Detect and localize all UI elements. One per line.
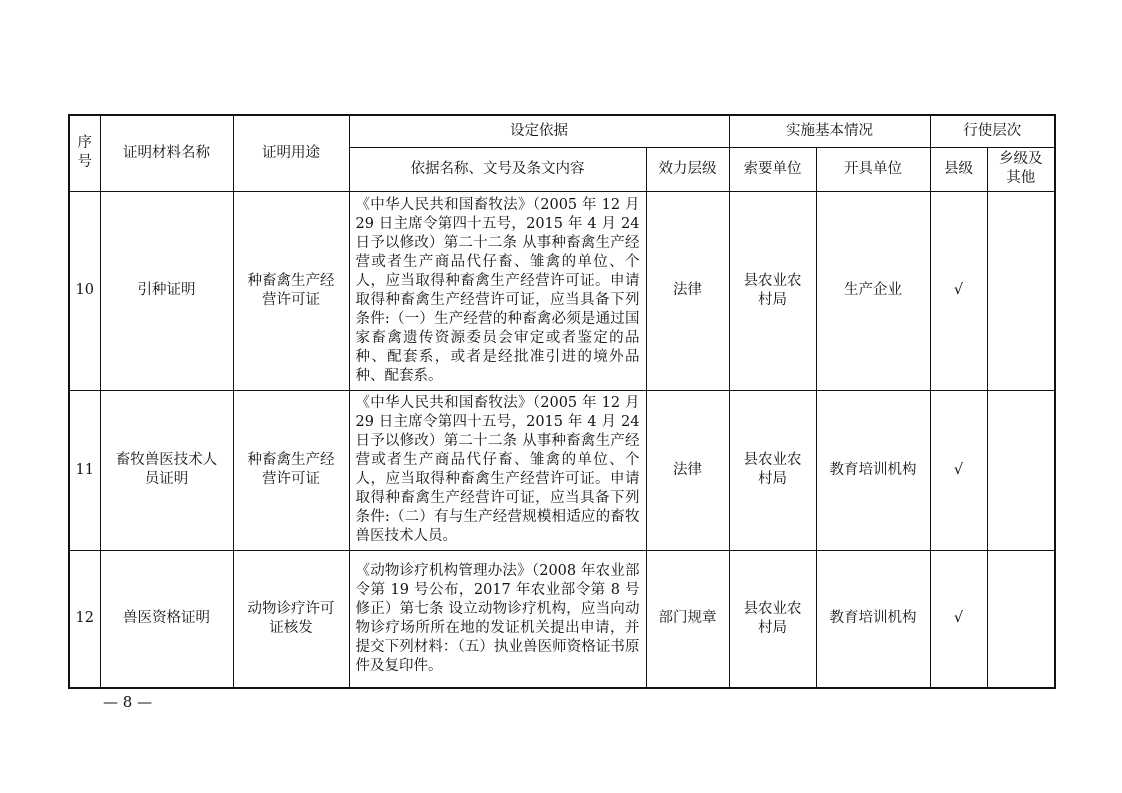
row-basis-content: 《中华人民共和国畜牧法》（2005 年 12 月 29 日主席令第四十五号，2015 年 4 月 24 日予以修改）第二十二条 从事种畜禽生产经营或者生产商品代仔畜、雏禽的单位、个人，应当取得种畜禽生产经营许可证。申请取得种畜禽生产经营许可证，应当具备下列条件:（二）有与生产经营规模相适应的畜牧兽医技术人员。 xyxy=(349,390,646,550)
row-effect-level: 部门规章 xyxy=(646,550,729,688)
row-seq: 10 xyxy=(69,191,100,390)
header-material-name: 证明材料名称 xyxy=(100,115,233,191)
row-county-check: √ xyxy=(930,390,987,550)
row-requesting-unit: 县农业农 村局 xyxy=(729,191,816,390)
table-row xyxy=(69,390,1055,550)
row-basis-content: 《中华人民共和国畜牧法》（2005 年 12 月 29 日主席令第四十五号，2015 年 4 月 24 日予以修改）第二十二条 从事种畜禽生产经营或者生产商品代仔畜、雏禽的单位、个人，应当取得种畜禽生产经营许可证。申请取得种畜禽生产经营许可证，应当具备下列条件:（一）生产经营的种畜禽必须是通过国家畜禽遗传资源委员会审定或者鉴定的品种、配套系，或者是经批准引进的境外品种、配套系。 xyxy=(349,191,646,390)
header-implementation-group: 实施基本情况 xyxy=(729,115,930,147)
header-basis-content: 依据名称、文号及条文内容 xyxy=(349,147,646,191)
row-county-check: √ xyxy=(930,550,987,688)
header-effect-level: 效力层级 xyxy=(646,147,729,191)
header-issuing-unit: 开具单位 xyxy=(816,147,930,191)
row-material-name: 畜牧兽医技术人 员证明 xyxy=(100,390,233,550)
header-basis-group: 设定依据 xyxy=(349,115,729,147)
row-material-name: 兽医资格证明 xyxy=(100,550,233,688)
row-issuing-unit: 生产企业 xyxy=(816,191,930,390)
row-seq: 11 xyxy=(69,390,100,550)
header-requesting-unit: 索要单位 xyxy=(729,147,816,191)
row-requesting-unit: 县农业农 村局 xyxy=(729,550,816,688)
header-purpose: 证明用途 xyxy=(233,115,349,191)
materials-table xyxy=(68,114,1056,689)
row-requesting-unit: 县农业农 村局 xyxy=(729,390,816,550)
header-county: 县级 xyxy=(930,147,987,191)
table-row xyxy=(69,550,1055,688)
row-issuing-unit: 教育培训机构 xyxy=(816,390,930,550)
row-seq: 12 xyxy=(69,550,100,688)
row-effect-level: 法律 xyxy=(646,191,729,390)
header-seq: 序 号 xyxy=(69,115,100,191)
header-row-1 xyxy=(69,115,1055,147)
row-township xyxy=(987,191,1055,390)
row-basis-content: 《动物诊疗机构管理办法》（2008 年农业部令第 19 号公布，2017 年农业部令第 8 号修正）第七条 设立动物诊疗机构，应当向动物诊疗场所所在地的发证机关提出申请，并提交下列材料：（五）执业兽医师资格证书原件及复印件。 xyxy=(349,550,646,688)
header-level-group: 行使层次 xyxy=(930,115,1055,147)
row-county-check: √ xyxy=(930,191,987,390)
row-township xyxy=(987,550,1055,688)
row-issuing-unit: 教育培训机构 xyxy=(816,550,930,688)
row-purpose: 动物诊疗许可 证核发 xyxy=(233,550,349,688)
table-row xyxy=(69,191,1055,390)
row-purpose: 种畜禽生产经 营许可证 xyxy=(233,390,349,550)
row-purpose: 种畜禽生产经 营许可证 xyxy=(233,191,349,390)
header-township: 乡级及 其他 xyxy=(987,147,1055,191)
row-material-name: 引种证明 xyxy=(100,191,233,390)
page-number: — 8 — xyxy=(103,693,153,711)
row-effect-level: 法律 xyxy=(646,390,729,550)
row-township xyxy=(987,390,1055,550)
